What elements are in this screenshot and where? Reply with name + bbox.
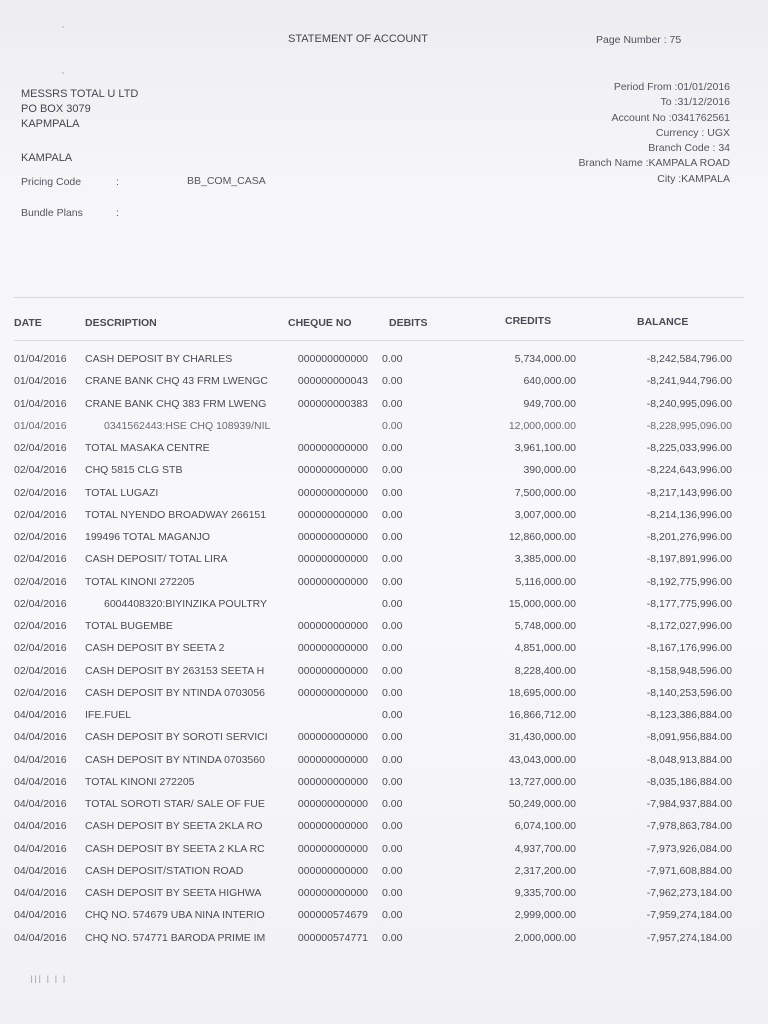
row-balance: -8,214,136,996.00 — [646, 508, 732, 521]
row-balance: -7,959,274,184.00 — [646, 909, 732, 922]
row-cheque-no: 000000000000 — [297, 664, 368, 677]
row-credits: 6,074,100.00 — [514, 820, 576, 833]
scan-speck — [62, 72, 64, 74]
row-debits: 0.00 — [382, 664, 403, 677]
row-description: CASH DEPOSIT BY SOROTI SERVICI — [85, 731, 268, 744]
row-balance: -8,228,995,096.00 — [646, 419, 732, 432]
row-date: 02/04/2016 — [14, 464, 67, 477]
table-row — [0, 885, 768, 907]
row-date: 02/04/2016 — [14, 553, 67, 566]
row-credits: 43,043,000.00 — [508, 753, 576, 766]
table-row — [0, 818, 768, 840]
row-description: TOTAL SOROTI STAR/ SALE OF FUE — [85, 798, 265, 810]
row-credits: 2,999,000.00 — [514, 909, 576, 922]
row-cheque-no: 000000000000 — [297, 642, 368, 655]
row-credits: 31,430,000.00 — [508, 731, 576, 744]
table-row — [0, 796, 768, 818]
row-balance: -8,091,956,884.00 — [646, 731, 732, 744]
column-header-cheque-no: CHEQUE NO — [288, 317, 352, 329]
row-cheque-no: 000000000000 — [297, 820, 368, 833]
row-date: 04/04/2016 — [14, 842, 67, 855]
page-number: Page Number : 75 — [596, 34, 682, 46]
row-credits: 5,116,000.00 — [515, 575, 576, 588]
row-cheque-no: 000000000000 — [297, 486, 368, 499]
table-row — [0, 507, 768, 529]
row-balance: -7,962,273,184.00 — [646, 887, 732, 899]
row-balance: -8,201,276,996.00 — [646, 531, 732, 543]
row-cheque-no: 000000000000 — [297, 775, 368, 788]
row-description: TOTAL KINONI 272205 — [85, 575, 195, 588]
row-debits: 0.00 — [382, 553, 403, 566]
row-balance: -8,167,176,996.00 — [646, 642, 732, 655]
table-row — [0, 574, 768, 596]
row-cheque-no: 000000000000 — [297, 508, 368, 521]
row-cheque-no: 000000000000 — [297, 887, 368, 899]
table-row — [0, 841, 768, 863]
row-credits: 9,335,700.00 — [514, 887, 576, 899]
row-cheque-no: 000000000000 — [297, 753, 368, 766]
row-credits: 2,000,000.00 — [514, 931, 576, 944]
header-bottom-divider — [14, 340, 744, 341]
row-date: 01/04/2016 — [14, 397, 67, 410]
table-row — [0, 373, 768, 395]
row-debits: 0.00 — [382, 887, 403, 899]
row-debits: 0.00 — [382, 820, 403, 833]
row-date: 04/04/2016 — [14, 731, 67, 744]
row-date: 04/04/2016 — [14, 798, 67, 810]
row-date: 02/04/2016 — [14, 642, 67, 655]
row-debits: 0.00 — [382, 597, 403, 610]
row-debits: 0.00 — [382, 909, 403, 922]
row-date: 04/04/2016 — [14, 775, 67, 788]
row-credits: 3,007,000.00 — [514, 508, 576, 521]
column-header-credits: CREDITS — [505, 315, 552, 327]
row-credits: 16,866,712.00 — [508, 709, 576, 721]
row-balance: -8,158,948,596.00 — [646, 664, 732, 677]
row-debits: 0.00 — [382, 575, 403, 588]
row-cheque-no: 000000000000 — [297, 731, 368, 744]
row-debits: 0.00 — [382, 798, 403, 810]
row-credits: 13,727,000.00 — [508, 775, 576, 788]
row-cheque-no: 000000000000 — [297, 620, 368, 632]
row-description: 6004408320:BIYINZIKA POULTRY — [104, 597, 268, 610]
row-debits: 0.00 — [382, 442, 403, 454]
row-credits: 12,000,000.00 — [508, 419, 576, 432]
customer-city: KAMPALA — [21, 152, 73, 164]
period-to: To :31/12/2016 — [660, 96, 730, 109]
footer-marks: III I I I — [30, 974, 67, 986]
row-balance: -8,192,775,996.00 — [646, 575, 732, 588]
branch-code: Branch Code : 34 — [648, 142, 730, 155]
row-debits: 0.00 — [382, 753, 403, 766]
row-description: TOTAL LUGAZI — [85, 486, 159, 499]
row-credits: 7,500,000.00 — [514, 486, 576, 499]
row-date: 04/04/2016 — [14, 753, 67, 766]
table-row — [0, 485, 768, 507]
row-cheque-no: 000000000000 — [297, 842, 368, 855]
transactions-table — [0, 351, 768, 952]
table-row — [0, 529, 768, 551]
row-cheque-no: 000000574679 — [297, 909, 368, 922]
table-row — [0, 907, 768, 929]
row-description: CHQ NO. 574771 BARODA PRIME IM — [85, 931, 266, 944]
row-credits: 15,000,000.00 — [508, 597, 576, 610]
scan-speck — [62, 26, 64, 28]
row-balance: -8,240,995,096.00 — [646, 397, 732, 410]
row-balance: -8,224,643,996.00 — [646, 464, 732, 477]
table-row — [0, 596, 768, 618]
row-description: TOTAL MASAKA CENTRE — [85, 442, 210, 454]
table-row — [0, 863, 768, 885]
column-header-debits: DEBITS — [389, 317, 428, 329]
row-date: 04/04/2016 — [14, 909, 67, 922]
row-credits: 4,851,000.00 — [514, 642, 576, 655]
address-line: PO BOX 3079 — [21, 103, 91, 115]
row-description: TOTAL BUGEMBE — [85, 620, 173, 632]
table-row — [0, 640, 768, 662]
row-balance: -8,172,027,996.00 — [646, 620, 732, 632]
table-row — [0, 440, 768, 462]
row-date: 02/04/2016 — [14, 575, 67, 588]
table-row — [0, 396, 768, 418]
row-debits: 0.00 — [382, 842, 403, 855]
row-balance: -7,957,274,184.00 — [646, 931, 732, 944]
row-date: 02/04/2016 — [14, 686, 67, 699]
row-cheque-no: 000000000000 — [297, 531, 368, 543]
row-description: CASH DEPOSIT BY 263153 SEETA H — [85, 664, 265, 677]
row-credits: 5,734,000.00 — [514, 353, 576, 365]
row-credits: 5,748,000.00 — [514, 620, 576, 632]
row-debits: 0.00 — [382, 686, 403, 699]
row-date: 02/04/2016 — [14, 486, 67, 499]
row-cheque-no: 000000000000 — [297, 686, 368, 699]
row-balance: -8,035,186,884.00 — [646, 775, 732, 788]
pricing-code-label: Pricing Code — [21, 176, 82, 188]
row-cheque-no: 000000000000 — [297, 553, 368, 566]
row-date: 04/04/2016 — [14, 709, 67, 721]
row-balance: -8,177,775,996.00 — [646, 597, 732, 610]
table-row — [0, 462, 768, 484]
pricing-code-separator: : — [116, 176, 119, 188]
row-debits: 0.00 — [382, 775, 403, 788]
row-date: 02/04/2016 — [14, 597, 67, 610]
row-cheque-no: 000000000383 — [297, 397, 368, 410]
table-top-divider — [14, 297, 744, 298]
row-debits: 0.00 — [382, 508, 403, 521]
table-row — [0, 685, 768, 707]
row-credits: 949,700.00 — [523, 397, 576, 410]
row-description: CASH DEPOSIT BY CHARLES — [85, 353, 233, 365]
row-debits: 0.00 — [382, 731, 403, 744]
row-credits: 4,937,700.00 — [514, 842, 576, 855]
row-credits: 3,385,000.00 — [514, 553, 576, 566]
row-date: 04/04/2016 — [14, 820, 67, 833]
row-description: IFE.FUEL — [85, 709, 132, 721]
row-credits: 8,228,400.00 — [514, 664, 576, 677]
table-row — [0, 752, 768, 774]
row-balance: -7,973,926,084.00 — [646, 842, 732, 855]
branch-name: Branch Name :KAMPALA ROAD — [578, 157, 730, 170]
row-description: CHQ 5815 CLG STB — [85, 464, 183, 477]
row-date: 04/04/2016 — [14, 864, 67, 877]
account-number: Account No :0341762561 — [611, 111, 730, 124]
column-header-date: DATE — [14, 317, 42, 329]
row-debits: 0.00 — [382, 531, 403, 543]
column-header-description: DESCRIPTION — [85, 317, 157, 329]
row-description: CRANE BANK CHQ 43 FRM LWENGC — [85, 375, 268, 388]
table-row — [0, 930, 768, 952]
row-debits: 0.00 — [382, 397, 403, 410]
customer-address — [21, 87, 138, 132]
row-date: 02/04/2016 — [14, 531, 67, 543]
row-credits: 12,860,000.00 — [508, 531, 576, 543]
currency: Currency : UGX — [655, 126, 730, 139]
account-info — [578, 80, 730, 187]
row-description: CASH DEPOSIT BY NTINDA 0703056 — [85, 686, 265, 699]
row-credits: 50,249,000.00 — [508, 798, 576, 810]
row-description: CASH DEPOSIT BY NTINDA 0703560 — [85, 753, 265, 766]
row-cheque-no: 000000000000 — [297, 864, 368, 877]
table-row — [0, 663, 768, 685]
row-balance: -8,241,944,796.00 — [646, 375, 732, 388]
row-debits: 0.00 — [382, 419, 403, 432]
row-credits: 2,317,200.00 — [514, 864, 576, 877]
row-balance: -8,197,891,996.00 — [646, 553, 732, 566]
account-city: City :KAMPALA — [657, 172, 730, 185]
row-date: 02/04/2016 — [14, 620, 67, 632]
row-description: CHQ NO. 574679 UBA NINA INTERIO — [85, 909, 265, 922]
row-description: TOTAL KINONI 272205 — [85, 775, 195, 788]
address-line: MESSRS TOTAL U LTD — [21, 88, 139, 100]
row-debits: 0.00 — [382, 375, 403, 388]
row-cheque-no: 000000000000 — [297, 575, 368, 588]
row-debits: 0.00 — [382, 620, 403, 632]
row-debits: 0.00 — [382, 486, 403, 499]
row-balance: -8,217,143,996.00 — [646, 486, 732, 499]
row-balance: -8,242,584,796.00 — [646, 353, 732, 365]
row-description: CASH DEPOSIT BY SEETA HIGHWA — [85, 887, 262, 899]
row-cheque-no: 000000000000 — [297, 442, 368, 454]
row-debits: 0.00 — [382, 709, 403, 721]
row-description: CASH DEPOSIT BY SEETA 2KLA RO — [85, 820, 263, 833]
row-credits: 390,000.00 — [523, 464, 576, 477]
row-date: 04/04/2016 — [14, 887, 67, 899]
statement-title: STATEMENT OF ACCOUNT — [288, 33, 428, 45]
row-date: 01/04/2016 — [14, 419, 67, 432]
row-debits: 0.00 — [382, 864, 403, 877]
table-row — [0, 351, 768, 373]
row-debits: 0.00 — [382, 464, 403, 477]
row-balance: -8,123,386,884.00 — [646, 709, 732, 721]
bundle-plans-label: Bundle Plans — [21, 207, 83, 219]
row-date: 02/04/2016 — [14, 508, 67, 521]
row-credits: 640,000.00 — [523, 375, 576, 388]
table-row — [0, 774, 768, 796]
row-balance: -7,978,863,784.00 — [646, 820, 732, 833]
row-balance: -8,140,253,596.00 — [646, 686, 732, 699]
row-description: CASH DEPOSIT/ TOTAL LIRA — [85, 553, 228, 566]
column-header-balance: BALANCE — [637, 316, 689, 328]
table-row — [0, 418, 768, 440]
row-balance: -8,225,033,996.00 — [646, 442, 732, 454]
row-description: CASH DEPOSIT BY SEETA 2 KLA RC — [85, 842, 265, 855]
row-description: CASH DEPOSIT/STATION ROAD — [85, 864, 244, 877]
row-date: 02/04/2016 — [14, 442, 67, 454]
row-date: 01/04/2016 — [14, 375, 67, 388]
bundle-plans-separator: : — [116, 207, 119, 219]
pricing-code-value: BB_COM_CASA — [187, 175, 266, 187]
row-description: TOTAL NYENDO BROADWAY 266151 — [85, 508, 267, 521]
row-description: CRANE BANK CHQ 383 FRM LWENG — [85, 397, 267, 410]
row-balance: -7,971,608,884.00 — [646, 864, 732, 877]
row-description: CASH DEPOSIT BY SEETA 2 — [85, 642, 225, 655]
row-cheque-no: 000000000000 — [297, 798, 368, 810]
row-date: 04/04/2016 — [14, 931, 67, 944]
row-credits: 3,961,100.00 — [514, 442, 576, 454]
row-balance: -8,048,913,884.00 — [646, 753, 732, 766]
table-row — [0, 551, 768, 573]
row-debits: 0.00 — [382, 642, 403, 655]
row-description: 0341562443:HSE CHQ 108939/NIL — [104, 419, 271, 432]
table-row — [0, 707, 768, 729]
row-description: 199496 TOTAL MAGANJO — [85, 531, 211, 543]
row-cheque-no: 000000000000 — [297, 353, 368, 365]
row-debits: 0.00 — [382, 931, 403, 944]
row-cheque-no: 000000000000 — [297, 464, 368, 477]
row-balance: -7,984,937,884.00 — [646, 798, 732, 810]
period-from: Period From :01/01/2016 — [613, 81, 730, 93]
row-cheque-no: 000000000043 — [297, 375, 368, 388]
address-line: KAPMPALA — [21, 118, 80, 130]
row-date: 02/04/2016 — [14, 664, 67, 677]
row-credits: 18,695,000.00 — [508, 686, 576, 699]
table-row — [0, 618, 768, 640]
row-cheque-no: 000000574771 — [297, 931, 368, 944]
row-date: 01/04/2016 — [14, 353, 67, 365]
row-debits: 0.00 — [382, 353, 403, 365]
table-row — [0, 729, 768, 751]
